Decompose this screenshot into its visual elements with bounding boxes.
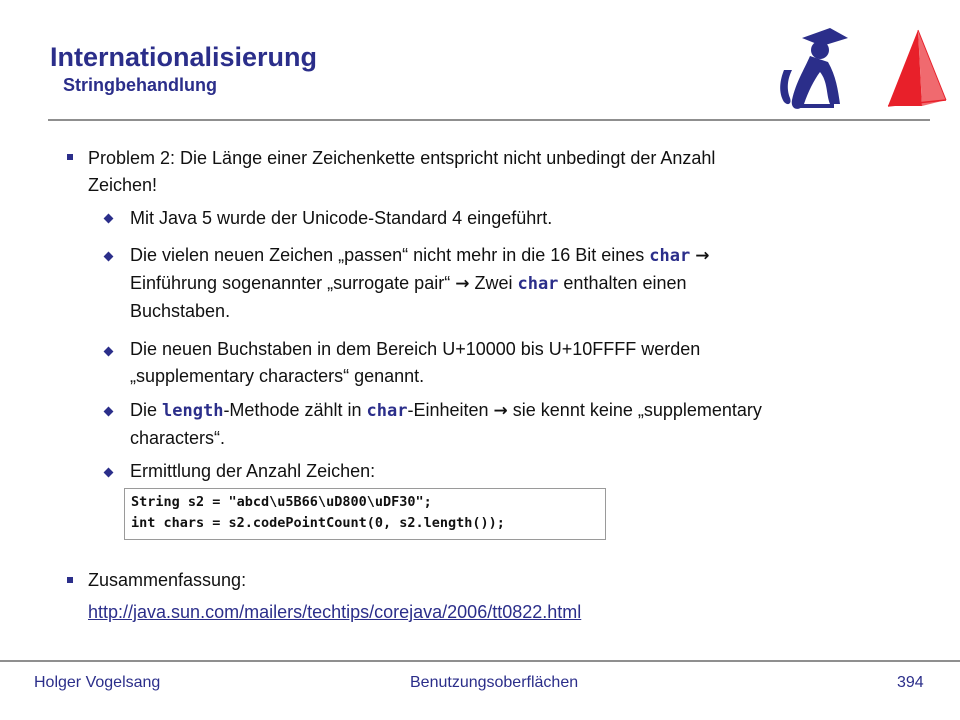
arrow-icon: → xyxy=(455,274,470,294)
bullet-problem-2 xyxy=(88,145,888,199)
sub-bullet-java5 xyxy=(130,205,552,232)
sub-bullet-marker xyxy=(104,468,114,478)
summary-link[interactable]: http://java.sun.com/mailers/techtips/corejava/2006/tt0822.html xyxy=(88,602,582,622)
header-divider xyxy=(48,119,930,121)
text-segment: characters“. xyxy=(130,428,226,448)
arrow-icon: → xyxy=(493,401,508,421)
arrow-icon: → xyxy=(695,246,710,266)
footer-author: Holger Vogelsang xyxy=(34,674,161,691)
sub-bullet-length-method xyxy=(130,397,920,452)
sub-bullet-marker xyxy=(104,214,114,224)
footer-course: Benutzungsoberflächen xyxy=(410,674,579,691)
university-logo-icon xyxy=(770,20,950,120)
text-segment: Die xyxy=(130,400,163,420)
text-segment: sie kennt keine „supplementary xyxy=(507,400,762,420)
text-segment: Einführung sogenannter „surrogate pair“ xyxy=(130,273,456,293)
code-block xyxy=(124,488,606,540)
code-line: int chars = s2.codePointCount(0, s2.length()); xyxy=(131,515,505,531)
code-char: char xyxy=(649,246,691,266)
title-block xyxy=(50,40,317,96)
code-length: length xyxy=(162,401,224,421)
text-segment: Zwei xyxy=(469,273,518,293)
text-segment: enthalten einen xyxy=(558,273,687,293)
sub-bullet-marker xyxy=(104,252,114,262)
text-line: Zeichen! xyxy=(88,175,158,195)
text-segment: Buchstaben. xyxy=(130,301,231,321)
sub-bullet-count xyxy=(130,458,375,485)
text-line: Die neuen Buchstaben in dem Bereich U+10000 bis U+10FFFF werden xyxy=(130,339,701,359)
text-segment: -Einheiten xyxy=(407,400,494,420)
text-line: Ermittlung der Anzahl Zeichen: xyxy=(130,461,376,481)
sub-bullet-marker xyxy=(104,347,114,357)
code-char: char xyxy=(366,401,408,421)
code-char: char xyxy=(517,274,559,294)
text-segment: Die vielen neuen Zeichen „passen“ nicht mehr in die 16 Bit eines xyxy=(130,245,650,265)
footer-divider xyxy=(0,660,960,662)
text-line: „supplementary characters“ genannt. xyxy=(130,366,425,386)
bullet-summary xyxy=(88,567,246,594)
sub-bullet-supplementary xyxy=(130,336,890,390)
footer-page-number: 394 xyxy=(897,674,924,691)
sub-bullet-marker xyxy=(104,407,114,417)
slide-subtitle: Stringbehandlung xyxy=(63,75,217,95)
text-segment: -Methode zählt in xyxy=(223,400,367,420)
bullet-marker xyxy=(67,154,73,160)
slide-title: Internationalisierung xyxy=(50,42,318,72)
code-line: String s2 = "abcd\u5B66\uD800\uDF30"; xyxy=(131,494,432,510)
bullet-marker xyxy=(67,577,73,583)
text-line: Mit Java 5 wurde der Unicode-Standard 4 eingeführt. xyxy=(130,208,553,228)
sub-bullet-surrogate xyxy=(130,242,890,325)
text-line: Problem 2: Die Länge einer Zeichenkette entspricht nicht unbedingt der Anzahl xyxy=(88,148,716,168)
text-line: Zusammenfassung: xyxy=(88,570,247,590)
